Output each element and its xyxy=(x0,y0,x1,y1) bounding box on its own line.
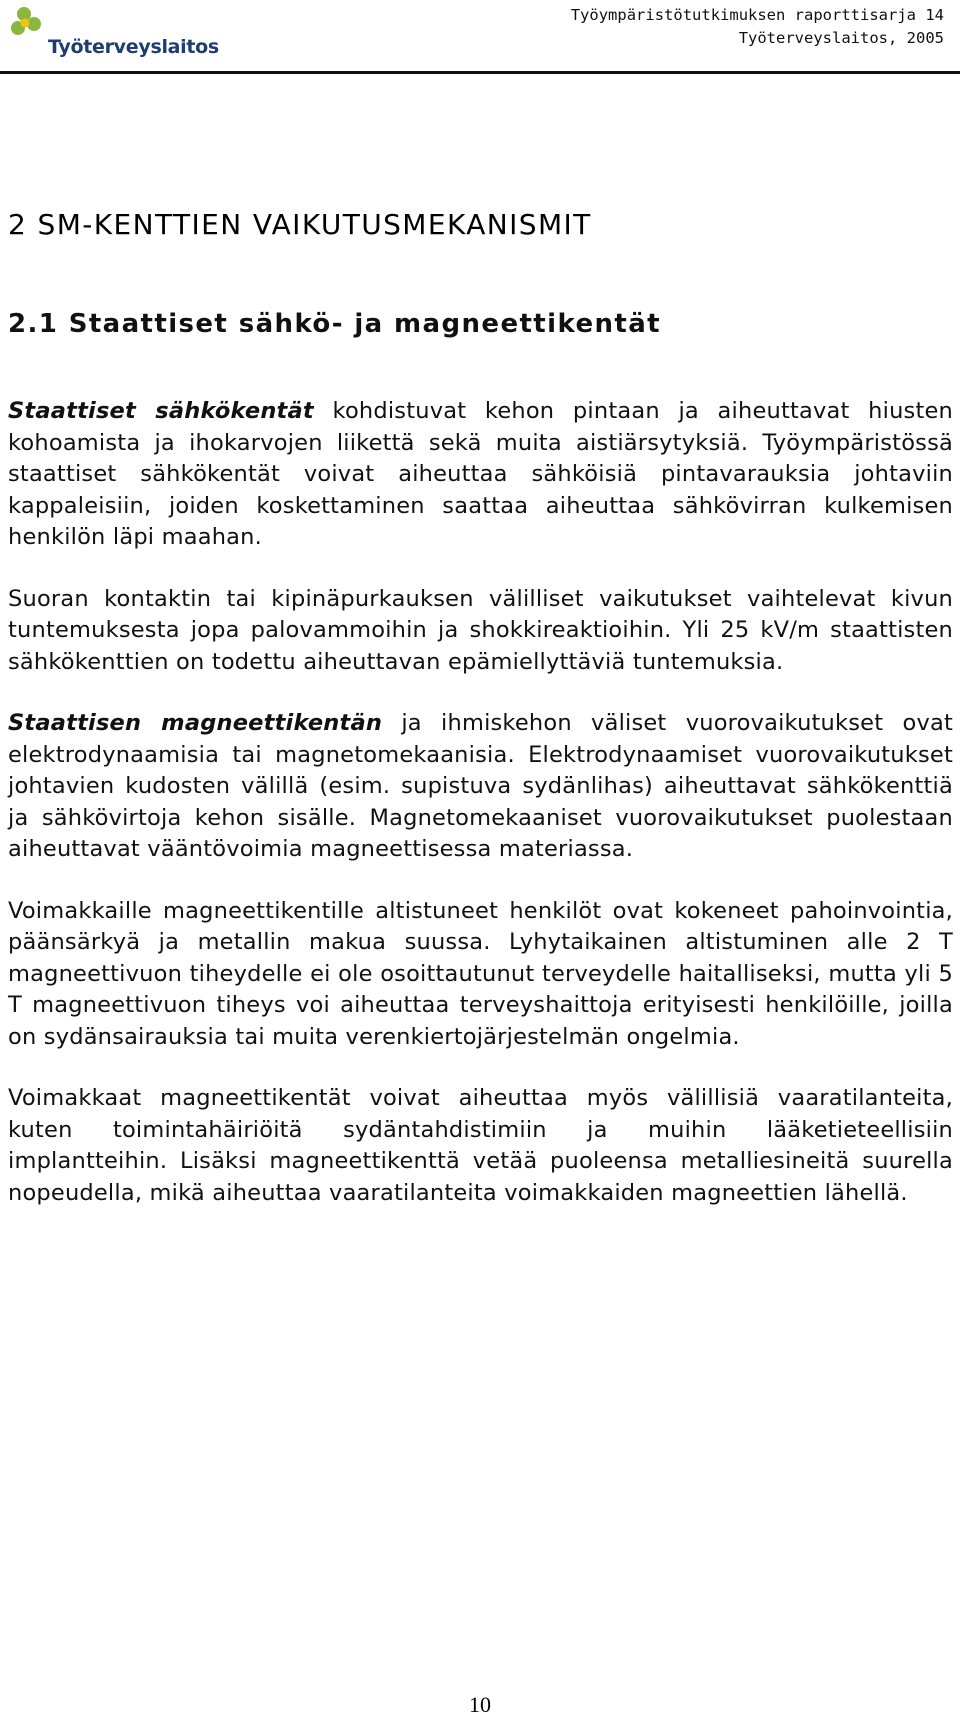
paragraph-indirect-hazards: Voimakkaat magneettikentät voivat aiheuttaa myös välillisiä vaaratilanteita, kuten toimintahäiriöitä sydäntahdistimiin ja muihin lääketieteellisiin implantteihin. Lisäksi magneettikenttä vetää puoleensa metalliesineitä suurella nopeudella, mikä aiheuttaa vaaratilanteita voimakkaiden magneettien lähellä. xyxy=(8,1085,953,1206)
series-title: Työympäristötutkimuksen raporttisarja 14 xyxy=(570,6,944,24)
publication-info xyxy=(571,4,944,50)
page-header xyxy=(0,0,960,76)
paragraph-3-text: ja ihmiskehon väliset vuorovaikutukset ovat elektrodynaamisia tai magnetomekaanisia. Elektrodynaamiset vuorovaikutukset johtavien kudosten välillä (esim. supistuva sydänlihas) aiheuttavat sähkökenttiä ja sähkövirtoja kehon sisälle. Magnetomekaaniset vuorovaikutukset puolestaan aiheuttavat vääntövoimia magneettisessa materiassa. xyxy=(8,710,953,862)
page-content xyxy=(8,208,953,1209)
tyoterveyslaitos-logo xyxy=(10,4,219,66)
publisher-year: Työterveyslaitos, 2005 xyxy=(738,29,944,47)
paragraph-static-electric-fields xyxy=(8,396,953,554)
term-static-magnetic-field: Staattisen magneettikentän xyxy=(8,710,383,736)
paragraph-static-magnetic-field xyxy=(8,708,953,866)
page-number: 10 xyxy=(469,1692,491,1717)
header-divider xyxy=(0,71,960,74)
logo-text: Työterveyslaitos xyxy=(48,36,219,58)
term-static-electric-fields: Staattiset sähkökentät xyxy=(8,398,314,424)
paragraph-indirect-effects: Suoran kontaktin tai kipinäpurkauksen välilliset vaikutukset vaihtelevat kivun tuntemuksesta jopa palovammoihin ja shokkireaktioihin. Yli 25 kV/m staattisten sähkökenttien on todettu aiheuttavan epämiellyttäviä tuntemuksia. xyxy=(8,585,953,675)
section-heading: 2.1 Staattiset sähkö- ja magneettikentät xyxy=(8,309,661,339)
paragraph-exposure-symptoms: Voimakkaille magneettikentille altistuneet henkilöt ovat kokeneet pahoinvointia, päänsärkyä ja metallin makua suussa. Lyhytaikainen altistuminen alle 2 T magneettivuon tiheydelle ei ole osoittautunut terveydelle haitalliseksi, mutta yli 5 T magneettivuon tiheys voi aiheuttaa terveyshaittoja erityisesti henkilöille, joilla on sydänsairauksia tai muita verenkiertojärjestelmän ongelmia. xyxy=(8,897,953,1050)
logo-flower-icon xyxy=(10,4,50,44)
chapter-heading: 2 SM-KENTTIEN VAIKUTUSMEKANISMIT xyxy=(8,208,592,241)
paragraph-1-text: kohdistuvat kehon pintaan ja aiheuttavat hiusten kohoamista ja ihokarvojen liikettä sekä muita aistiärsytyksiä. Työympäristössä staattiset sähkökentät voivat aiheuttaa sähköisiä pintavarauksia johtaviin kappaleisiin, joiden koskettaminen saattaa aiheuttaa sähkövirran kulkemisen henkilön läpi maahan. xyxy=(8,398,953,550)
